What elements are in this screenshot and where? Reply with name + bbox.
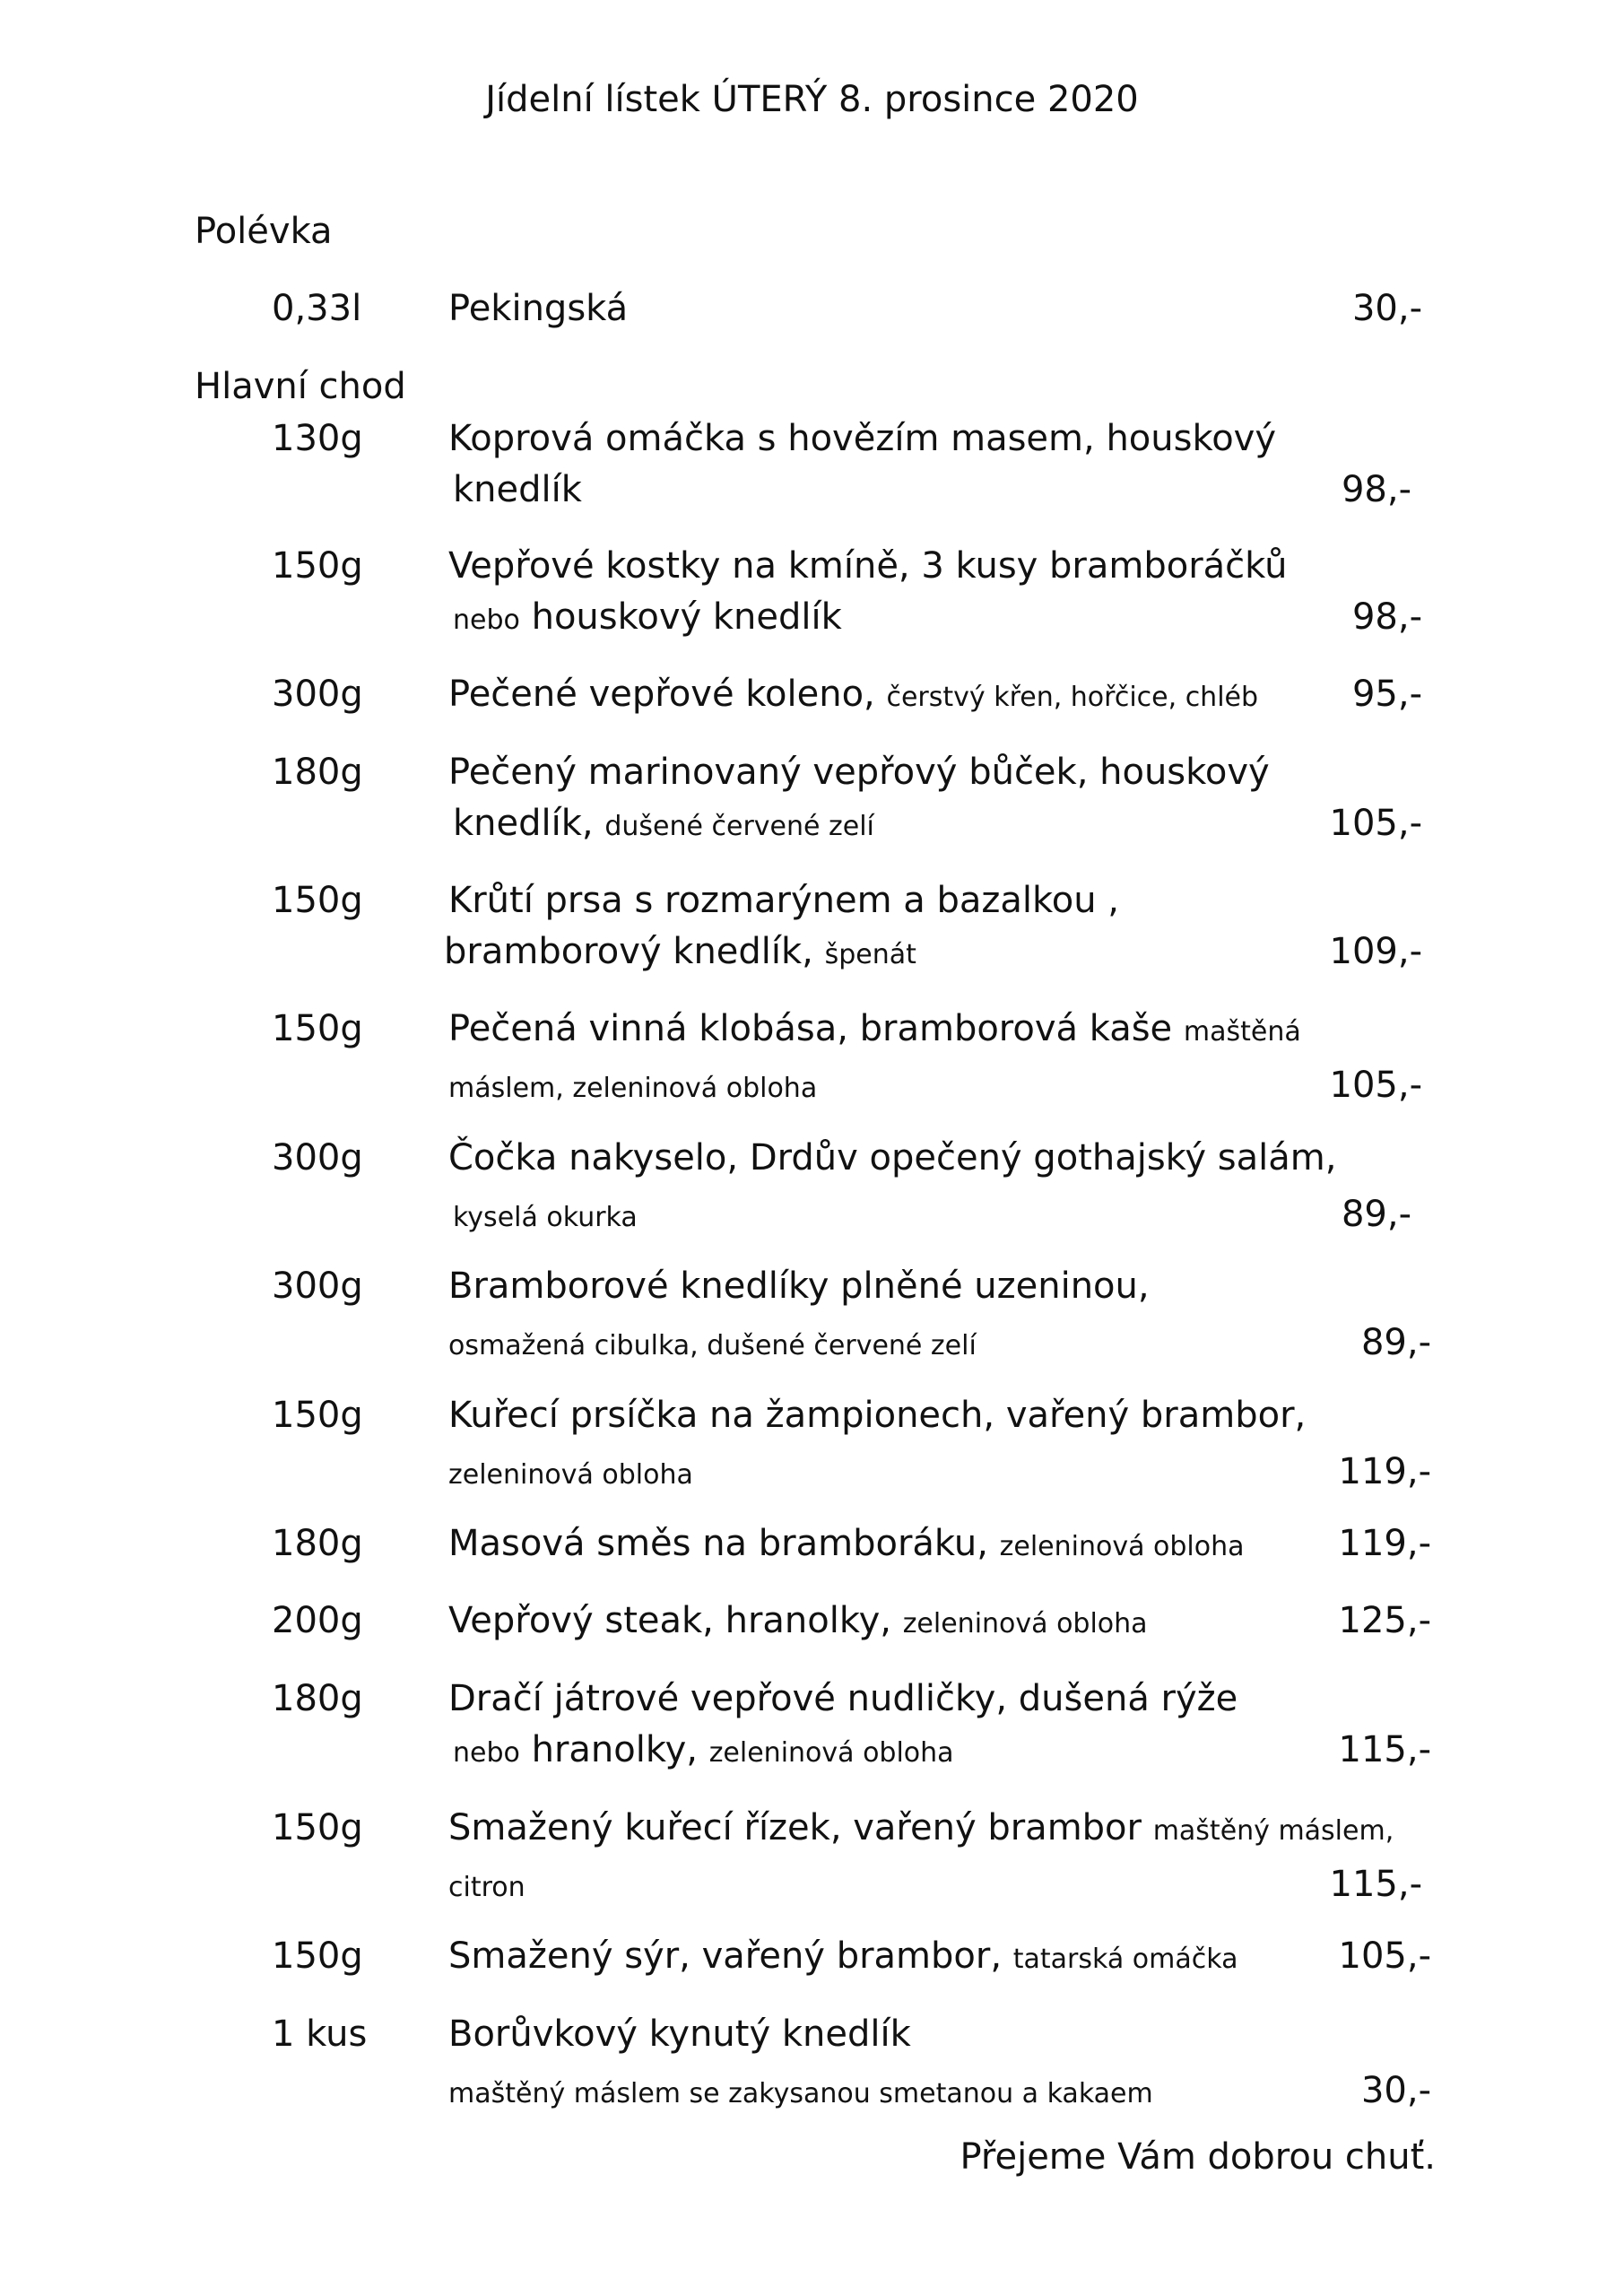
item-price: 89,-	[1360, 1322, 1431, 1363]
item-weight: 150g	[272, 880, 363, 921]
item-name-line2: maštěný máslem se zakysanou smetanou a kakaem	[448, 2078, 1153, 2109]
menu-item	[0, 545, 1624, 653]
menu-item	[0, 1265, 1624, 1373]
item-name: Masová směs na bramboráku, zeleninová obloha	[448, 1523, 1245, 1564]
item-name-line2: kyselá okurka	[453, 1202, 638, 1233]
item-name: Pekingská	[448, 288, 629, 329]
item-price: 115,-	[1338, 1729, 1431, 1770]
item-name: Kuřecí prsíčka na žampionech, vařený brambor,	[448, 1395, 1307, 1436]
item-price: 98,-	[1351, 596, 1422, 638]
item-name-line2: knedlík, dušené červené zelí	[453, 803, 874, 844]
item-weight: 150g	[272, 1008, 363, 1049]
item-name: Smažený kuřecí řízek, vařený brambor maštěný máslem,	[448, 1807, 1394, 1848]
item-price: 95,-	[1351, 674, 1422, 715]
item-name: Dračí játrové vepřové nudličky, dušená rýže	[448, 1678, 1238, 1719]
menu-item	[0, 1807, 1624, 1915]
item-name: Vepřové kostky na kmíně, 3 kusy bramboráčků	[448, 545, 1288, 587]
item-weight: 200g	[272, 1600, 363, 1641]
item-name: Borůvkový kynutý knedlík	[448, 2013, 911, 2055]
item-price: 105,-	[1329, 1065, 1422, 1106]
item-name-line2: nebo hranolky, zeleninová obloha	[453, 1729, 954, 1770]
item-weight: 300g	[272, 674, 363, 715]
item-weight: 300g	[272, 1265, 363, 1307]
item-name: Pečený marinovaný vepřový bůček, houskový	[448, 752, 1270, 793]
menu-item	[0, 1395, 1624, 1502]
item-weight: 180g	[272, 1523, 363, 1564]
item-name: Bramborové knedlíky plněné uzeninou,	[448, 1265, 1150, 1307]
menu-item	[0, 2013, 1624, 2121]
item-weight: 0,33l	[272, 288, 362, 329]
item-price: 125,-	[1338, 1600, 1431, 1641]
item-weight: 150g	[272, 1395, 363, 1436]
item-price: 30,-	[1360, 2070, 1431, 2111]
item-price: 105,-	[1329, 803, 1422, 844]
item-name-line2: zeleninová obloha	[448, 1459, 693, 1491]
item-weight: 130g	[272, 418, 363, 459]
section-heading-soup: Polévka	[195, 211, 333, 252]
item-name: Krůtí prsa s rozmarýnem a bazalkou ,	[448, 880, 1120, 921]
item-name: Pečené vepřové koleno, čerstvý křen, hořčice, chléb	[448, 674, 1259, 715]
menu-item	[0, 1137, 1624, 1245]
item-price: 105,-	[1338, 1935, 1431, 1977]
item-name-line2: nebo houskový knedlík	[453, 596, 842, 638]
item-price: 119,-	[1338, 1451, 1431, 1492]
item-price: 119,-	[1338, 1523, 1431, 1564]
item-price: 98,-	[1341, 469, 1411, 510]
item-price: 115,-	[1329, 1864, 1422, 1905]
item-weight: 150g	[272, 545, 363, 587]
item-name-line2: osmažená cibulka, dušené červené zelí	[448, 1330, 977, 1361]
item-name: Vepřový steak, hranolky, zeleninová obloha	[448, 1600, 1148, 1641]
item-weight: 180g	[272, 752, 363, 793]
item-weight: 180g	[272, 1678, 363, 1719]
item-price: 30,-	[1351, 288, 1422, 329]
section-heading-main: Hlavní chod	[195, 366, 406, 407]
menu-item	[0, 752, 1624, 859]
item-weight: 150g	[272, 1807, 363, 1848]
item-name: Koprová omáčka s hovězím masem, houskový	[448, 418, 1277, 459]
item-name: Pečená vinná klobása, bramborová kaše maštěná	[448, 1008, 1301, 1049]
closing-greeting: Přejeme Vám dobrou chuť.	[960, 2136, 1436, 2178]
item-weight: 300g	[272, 1137, 363, 1178]
item-weight: 150g	[272, 1935, 363, 1977]
item-name-line2: máslem, zeleninová obloha	[448, 1073, 818, 1104]
item-name: Smažený sýr, vařený brambor, tatarská omáčka	[448, 1935, 1238, 1977]
item-price: 89,-	[1341, 1194, 1411, 1235]
menu-item	[0, 880, 1624, 987]
item-name-line2: knedlík	[453, 469, 582, 510]
menu-item	[0, 1008, 1624, 1116]
item-name: Čočka nakyselo, Drdův opečený gothajský salám,	[448, 1137, 1337, 1178]
menu-item	[0, 418, 1624, 526]
item-price: 109,-	[1329, 931, 1422, 972]
menu-title: Jídelní lístek ÚTERÝ 8. prosince 2020	[485, 79, 1139, 120]
menu-item	[0, 1678, 1624, 1786]
item-name-line2: citron	[448, 1872, 525, 1903]
item-name-line2: bramborový knedlík, špenát	[444, 931, 916, 972]
item-weight: 1 kus	[272, 2013, 368, 2055]
